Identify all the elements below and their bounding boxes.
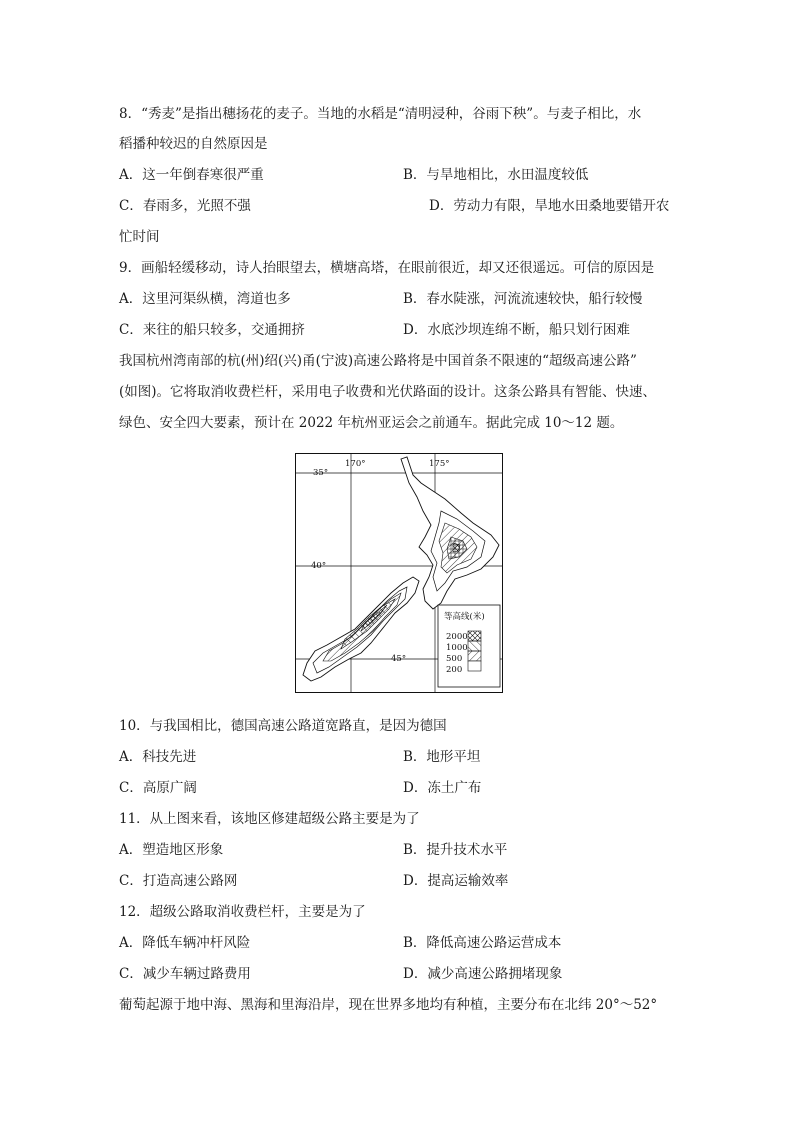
q11-option-d: D．提高运输效率	[403, 873, 509, 889]
q8-stem-line1: 8．“秀麦”是指出穗扬花的麦子。当地的水稻是“清明浸种，谷雨下秧”。与麦子相比，水	[119, 106, 642, 122]
q8-option-d-cont: 忙时间	[119, 229, 160, 245]
legend-label-2000: 2000	[446, 632, 468, 642]
q9-option-b: B．春水陡涨，河流流速较快，船行较慢	[403, 291, 643, 307]
legend-swatch-1000	[468, 641, 481, 651]
q10-option-a: A．科技先进	[119, 749, 197, 765]
intro-line3: 绿色、安全四大要素，预计在 2022 年杭州亚运会之前通车。据此完成 10～12 题。	[119, 415, 624, 431]
q11-stem: 11．从上图来看，该地区修建超级公路主要是为了	[119, 811, 420, 827]
q10-option-c: C．高原广阔	[119, 780, 197, 796]
label-lat-40: 40°	[311, 561, 327, 571]
q9-option-c: C．来往的船只较多，交通拥挤	[119, 322, 305, 338]
legend	[438, 605, 500, 687]
label-lat-35: 35°	[313, 468, 329, 478]
q10-option-d: D．冻土广布	[403, 780, 482, 796]
contour-map-svg	[295, 453, 503, 693]
intro-line1: 我国杭州湾南部的杭(州)绍(兴)甬(宁波)高速公路将是中国首条不限速的“超级高速公路”	[119, 353, 637, 369]
q9-option-d: D．水底沙坝连绵不断，船只划行困难	[403, 322, 630, 338]
q8-option-c: C．春雨多，光照不强	[119, 198, 251, 214]
q10-option-b: B．地形平坦	[403, 749, 481, 765]
q12-option-b: B．降低高速公路运营成本	[403, 935, 562, 951]
legend-label-200: 200	[446, 665, 463, 675]
q11-option-b: B．提升技术水平	[403, 842, 508, 858]
next-passage-line1: 葡萄起源于地中海、黑海和里海沿岸，现在世界多地均有种植，主要分布在北纬 20°～52°	[119, 997, 658, 1013]
intro-line2: (如图)。它将取消收费栏杆，采用电子收费和光伏路面的设计。这条公路具有智能、快速、	[119, 384, 657, 400]
q11-option-c: C．打造高速公路网	[119, 873, 238, 889]
legend-label-1000: 1000	[446, 643, 468, 653]
q9-stem: 9．画船轻缓移动，诗人抬眼望去，横塘高塔，在眼前很近，却又还很遥远。可信的原因是	[119, 260, 655, 276]
q12-option-a: A．降低车辆冲杆风险	[119, 935, 251, 951]
label-lon-170: 170°	[345, 459, 366, 469]
legend-swatch-2000	[468, 631, 481, 641]
q8-option-d: D．劳动力有限，旱地水田桑地要错开农	[429, 198, 670, 214]
contour-map-figure	[295, 453, 503, 693]
label-lon-175: 175°	[429, 459, 450, 469]
label-lat-45: 45°	[391, 654, 407, 664]
q8-option-b: B．与旱地相比，水田温度较低	[403, 167, 589, 183]
legend-swatch-200	[468, 661, 481, 671]
q10-stem: 10．与我国相比，德国高速公路道宽路直，是因为德国	[119, 718, 447, 734]
legend-title: 等高线(米)	[444, 612, 485, 622]
q12-option-d: D．减少高速公路拥堵现象	[403, 966, 563, 982]
legend-swatch-500	[468, 651, 481, 661]
q12-option-c: C．减少车辆过路费用	[119, 966, 251, 982]
q12-stem: 12．超级公路取消收费栏杆，主要是为了	[119, 904, 366, 920]
legend-label-500: 500	[446, 654, 463, 664]
q9-option-a: A．这里河渠纵横，湾道也多	[119, 291, 291, 307]
q8-option-a: A．这一年倒春寒很严重	[119, 167, 264, 183]
q11-option-a: A．塑造地区形象	[119, 842, 224, 858]
q8-stem-line2: 稻播种较迟的自然原因是	[119, 136, 268, 152]
